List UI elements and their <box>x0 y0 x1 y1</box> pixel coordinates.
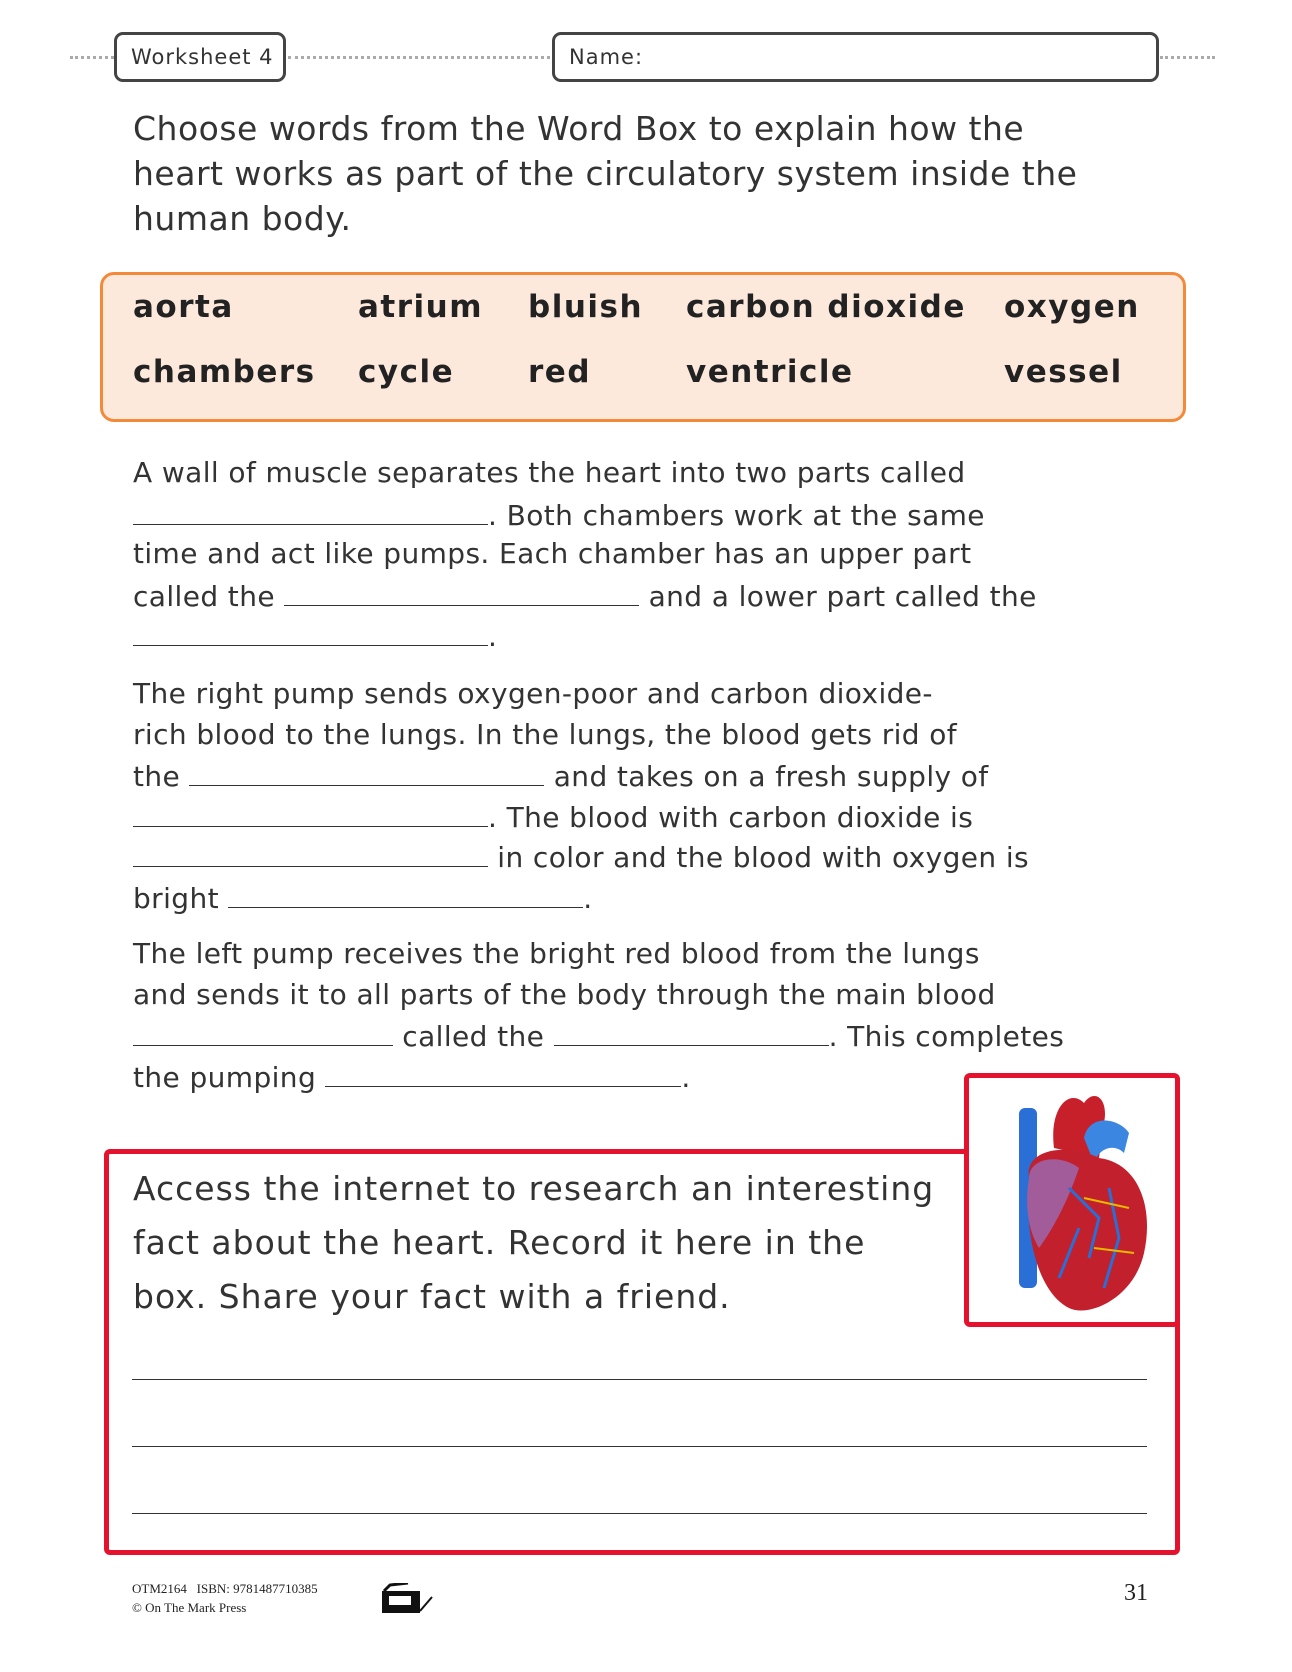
word: chambers <box>133 354 316 390</box>
blank-answer[interactable] <box>133 836 488 867</box>
blank-answer[interactable] <box>228 877 583 908</box>
heart-illustration <box>969 1078 1175 1322</box>
blank-answer[interactable] <box>133 494 488 525</box>
text: . This completes <box>828 1020 1065 1053</box>
writing-line[interactable] <box>132 1379 1147 1380</box>
text: in color and the blood with oxygen is <box>488 841 1030 874</box>
text: called the <box>393 1020 554 1053</box>
blank-answer[interactable] <box>325 1056 681 1087</box>
blank-answer[interactable] <box>189 755 544 786</box>
instruction-line: Choose words from the Word Box to explain how the <box>133 109 1025 148</box>
word: vessel <box>1004 354 1123 390</box>
word: carbon dioxide <box>686 289 966 325</box>
dotted-rule <box>70 56 114 59</box>
paragraph-1 <box>133 453 1037 656</box>
word: oxygen <box>1004 289 1140 325</box>
writing-line[interactable] <box>132 1513 1147 1514</box>
text: called the <box>133 579 285 613</box>
text: . <box>583 881 593 915</box>
text: and sends it to all parts of the body through the main blood <box>133 977 996 1011</box>
paragraph-3 <box>133 934 1064 1096</box>
text: . Both chambers work at the same <box>488 498 985 532</box>
page-number: 31 <box>1124 1580 1148 1606</box>
text: and a lower part called the <box>639 579 1037 613</box>
blank-answer[interactable] <box>133 796 488 827</box>
text: the pumping <box>133 1060 326 1094</box>
word: ventricle <box>686 354 854 390</box>
blank-answer[interactable] <box>133 615 488 646</box>
blank-answer[interactable] <box>284 575 639 606</box>
isbn: ISBN: 9781487710385 <box>196 1581 318 1596</box>
research-prompt <box>133 1162 934 1324</box>
dotted-rule <box>288 56 550 59</box>
word: atrium <box>358 289 484 325</box>
text: time and act like pumps. Each chamber has an upper part <box>133 537 972 570</box>
writing-line[interactable] <box>132 1446 1147 1447</box>
copyright: © On The Mark Press <box>132 1600 247 1615</box>
text: the <box>133 760 190 793</box>
heart-image-frame <box>964 1073 1180 1327</box>
name-field[interactable] <box>552 32 1159 82</box>
text: bright <box>133 881 229 915</box>
worksheet-label: Worksheet 4 <box>114 32 286 82</box>
text: . The blood with carbon dioxide is <box>488 800 974 834</box>
prompt-line: fact about the heart. Record it here in the <box>133 1223 866 1262</box>
text: The left pump receives the bright red blood from the lungs <box>133 937 980 970</box>
word: bluish <box>528 289 644 325</box>
name-label: Name: <box>569 45 644 69</box>
word: cycle <box>358 354 455 390</box>
word: red <box>528 354 592 390</box>
text: The right pump sends oxygen-poor and carbon dioxide- <box>133 677 933 710</box>
publisher-logo-icon <box>382 1583 442 1619</box>
product-code: OTM2164 <box>132 1581 187 1596</box>
instruction-line: human body. <box>133 199 352 238</box>
text: . <box>488 620 498 653</box>
blank-answer[interactable] <box>554 1015 829 1046</box>
footer-code <box>132 1581 318 1597</box>
text: . <box>681 1060 691 1094</box>
paragraph-2 <box>133 674 1029 917</box>
text: rich blood to the lungs. In the lungs, the blood gets rid of <box>133 717 958 751</box>
prompt-line: box. Share your fact with a friend. <box>133 1277 731 1316</box>
prompt-line: Access the internet to research an interesting <box>133 1169 935 1208</box>
text: and takes on a fresh supply of <box>544 760 989 793</box>
blank-answer[interactable] <box>133 1015 393 1046</box>
instruction-line: heart works as part of the circulatory system inside the <box>133 154 1078 193</box>
word: aorta <box>133 289 234 325</box>
dotted-rule <box>1160 56 1215 59</box>
instructions <box>133 106 1077 241</box>
text: A wall of muscle separates the heart into two parts called <box>133 456 966 489</box>
